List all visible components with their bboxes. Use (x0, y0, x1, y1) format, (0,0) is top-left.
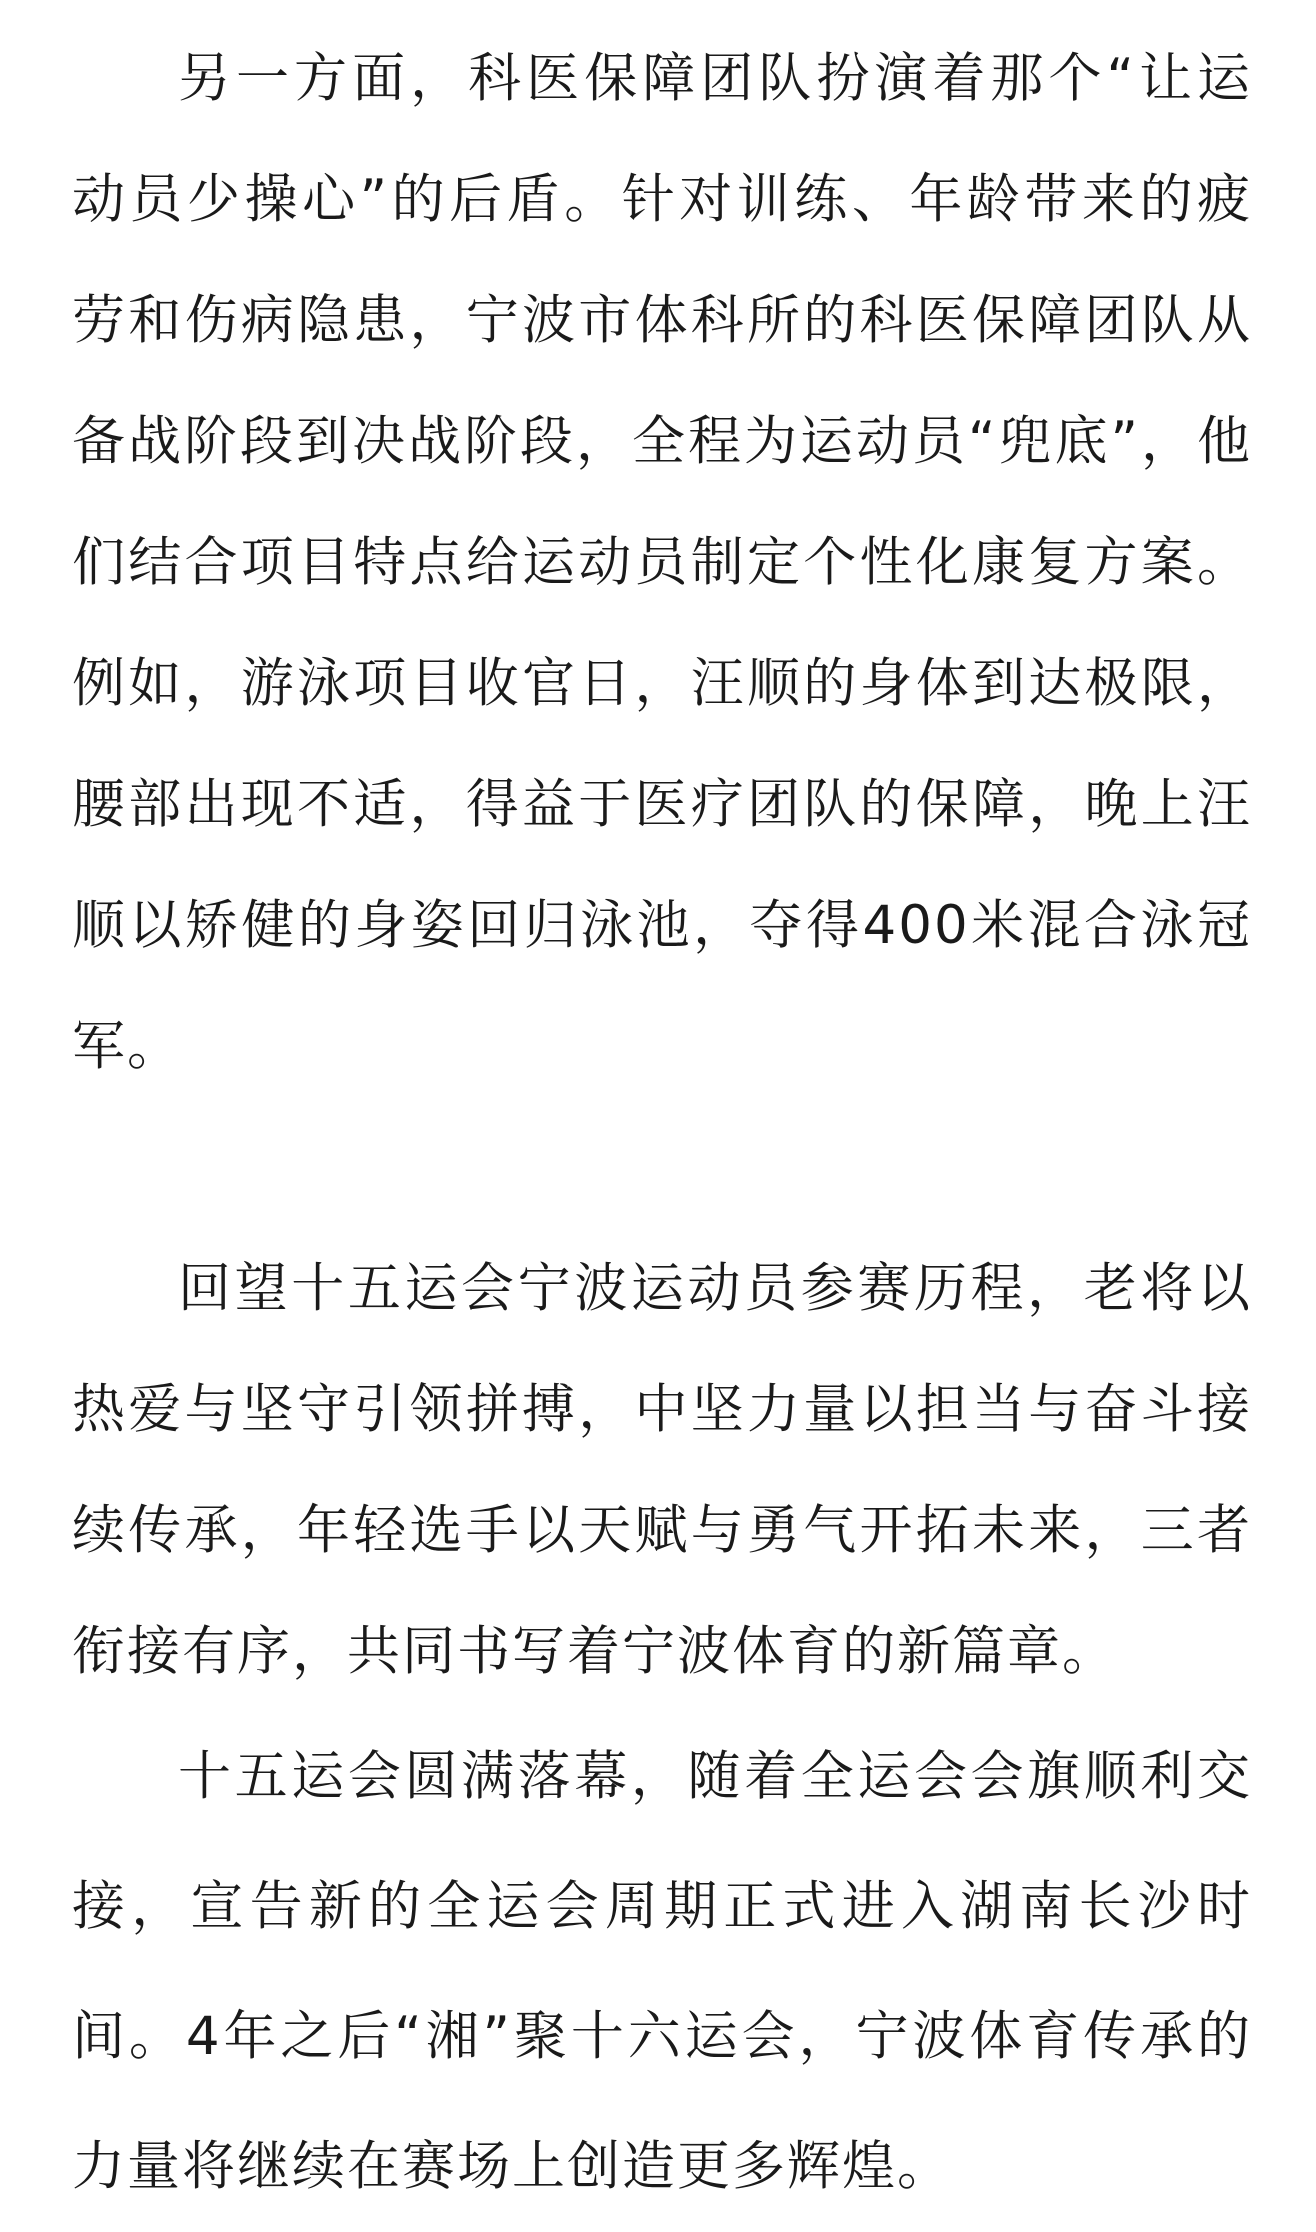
paragraph-medical-support: 另一方面，科医保障团队扮演着那个“让运动员少操心”的后盾。针对训练、年龄带来的疲劳和伤病隐患，宁波市体科所的科医保障团队从备战阶段到决战阶段，全程为运动员“兜底”，他们结合项目特点给运动员制定个性化康复方案。例如，游泳项目收官日，汪顺的身体到达极限，腰部出现不适，得益于医疗团队的保障，晚上汪顺以矫健的身姿回归泳池，夺得400米混合泳冠军。 (72, 48, 1252, 1077)
paragraph-conclusion: 十五运会圆满落幕，随着全运会会旗顺利交接，宣告新的全运会周期正式进入湖南长沙时间。4年之后“湘”聚十六运会，宁波体育传承的力量将继续在赛场上创造更多辉煌。 (72, 1746, 1252, 2197)
paragraph-review: 回望十五运会宁波运动员参赛历程，老将以热爱与坚守引领拼搏，中坚力量以担当与奋斗接续传承，年轻选手以天赋与勇气开拓未来，三者衔接有序，共同书写着宁波体育的新篇章。 (72, 1258, 1252, 1682)
article-body (72, 18, 1252, 2232)
